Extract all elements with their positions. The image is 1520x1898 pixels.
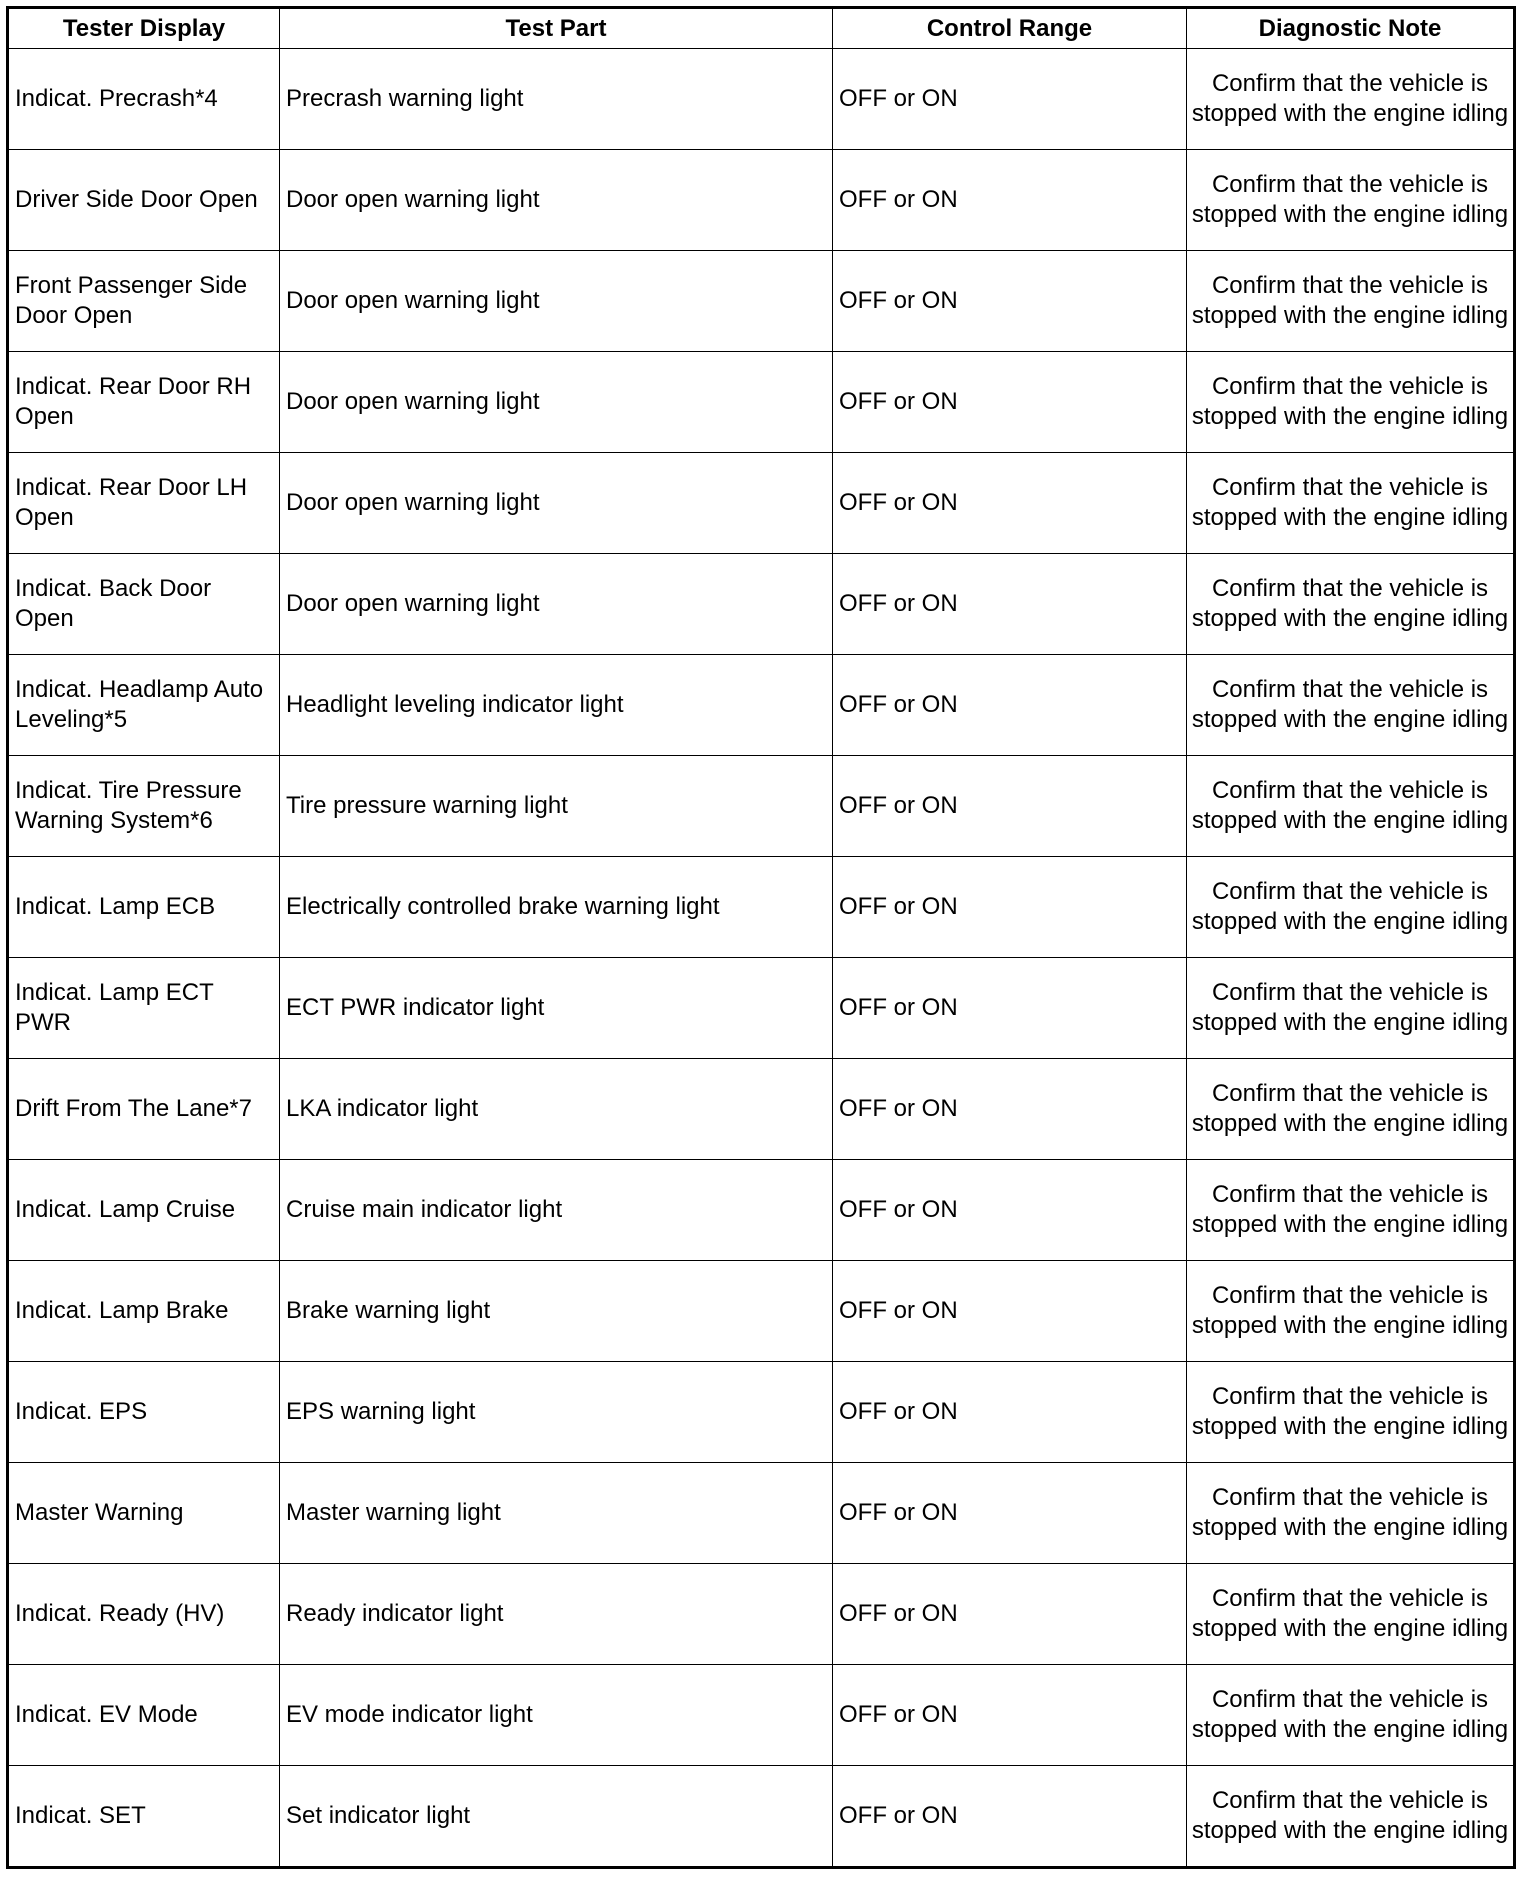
cell-diagnostic-note: Confirm that the vehicle is stopped with the engine idling bbox=[1187, 49, 1515, 150]
cell-diagnostic-note: Confirm that the vehicle is stopped with the engine idling bbox=[1187, 857, 1515, 958]
cell-diagnostic-note: Confirm that the vehicle is stopped with the engine idling bbox=[1187, 1564, 1515, 1665]
cell-control-range: OFF or ON bbox=[833, 150, 1187, 251]
cell-test-part: Headlight leveling indicator light bbox=[280, 655, 833, 756]
cell-test-part: Master warning light bbox=[280, 1463, 833, 1564]
table-row bbox=[8, 1362, 1515, 1463]
cell-control-range: OFF or ON bbox=[833, 958, 1187, 1059]
cell-control-range: OFF or ON bbox=[833, 1766, 1187, 1868]
cell-diagnostic-note: Confirm that the vehicle is stopped with the engine idling bbox=[1187, 554, 1515, 655]
cell-test-part: Door open warning light bbox=[280, 453, 833, 554]
cell-control-range: OFF or ON bbox=[833, 1564, 1187, 1665]
table-row bbox=[8, 554, 1515, 655]
cell-test-part: Door open warning light bbox=[280, 352, 833, 453]
cell-diagnostic-note: Confirm that the vehicle is stopped with the engine idling bbox=[1187, 1261, 1515, 1362]
cell-test-part: Precrash warning light bbox=[280, 49, 833, 150]
table-row bbox=[8, 1463, 1515, 1564]
cell-control-range: OFF or ON bbox=[833, 1463, 1187, 1564]
cell-test-part: Ready indicator light bbox=[280, 1564, 833, 1665]
cell-control-range: OFF or ON bbox=[833, 857, 1187, 958]
cell-control-range: OFF or ON bbox=[833, 756, 1187, 857]
table-row bbox=[8, 1261, 1515, 1362]
table-row bbox=[8, 1665, 1515, 1766]
cell-tester-display: Driver Side Door Open bbox=[8, 150, 280, 251]
cell-diagnostic-note: Confirm that the vehicle is stopped with the engine idling bbox=[1187, 756, 1515, 857]
cell-test-part: Set indicator light bbox=[280, 1766, 833, 1868]
cell-control-range: OFF or ON bbox=[833, 453, 1187, 554]
header-test-part: Test Part bbox=[280, 8, 833, 49]
cell-test-part: Brake warning light bbox=[280, 1261, 833, 1362]
table-row bbox=[8, 958, 1515, 1059]
cell-diagnostic-note: Confirm that the vehicle is stopped with the engine idling bbox=[1187, 251, 1515, 352]
cell-test-part: Tire pressure warning light bbox=[280, 756, 833, 857]
table-row bbox=[8, 1160, 1515, 1261]
cell-control-range: OFF or ON bbox=[833, 251, 1187, 352]
cell-test-part: Door open warning light bbox=[280, 150, 833, 251]
cell-tester-display: Indicat. Rear Door LH Open bbox=[8, 453, 280, 554]
cell-tester-display: Indicat. Tire Pressure Warning System*6 bbox=[8, 756, 280, 857]
table-header-row bbox=[8, 8, 1515, 49]
cell-tester-display: Indicat. Rear Door RH Open bbox=[8, 352, 280, 453]
cell-tester-display: Indicat. EV Mode bbox=[8, 1665, 280, 1766]
table-row bbox=[8, 756, 1515, 857]
cell-test-part: LKA indicator light bbox=[280, 1059, 833, 1160]
cell-tester-display: Front Passenger Side Door Open bbox=[8, 251, 280, 352]
table-row bbox=[8, 352, 1515, 453]
header-diagnostic-note: Diagnostic Note bbox=[1187, 8, 1515, 49]
cell-test-part: Cruise main indicator light bbox=[280, 1160, 833, 1261]
table-row bbox=[8, 1564, 1515, 1665]
cell-diagnostic-note: Confirm that the vehicle is stopped with the engine idling bbox=[1187, 1766, 1515, 1868]
cell-tester-display: Indicat. SET bbox=[8, 1766, 280, 1868]
cell-control-range: OFF or ON bbox=[833, 1362, 1187, 1463]
cell-diagnostic-note: Confirm that the vehicle is stopped with the engine idling bbox=[1187, 1160, 1515, 1261]
cell-test-part: Door open warning light bbox=[280, 554, 833, 655]
cell-tester-display: Indicat. Lamp ECT PWR bbox=[8, 958, 280, 1059]
cell-tester-display: Indicat. Precrash*4 bbox=[8, 49, 280, 150]
diagnostic-table bbox=[6, 6, 1516, 1869]
table-row bbox=[8, 150, 1515, 251]
cell-diagnostic-note: Confirm that the vehicle is stopped with the engine idling bbox=[1187, 150, 1515, 251]
cell-tester-display: Indicat. Ready (HV) bbox=[8, 1564, 280, 1665]
cell-control-range: OFF or ON bbox=[833, 1059, 1187, 1160]
cell-tester-display: Indicat. EPS bbox=[8, 1362, 280, 1463]
cell-test-part: Door open warning light bbox=[280, 251, 833, 352]
cell-diagnostic-note: Confirm that the vehicle is stopped with the engine idling bbox=[1187, 453, 1515, 554]
cell-diagnostic-note: Confirm that the vehicle is stopped with the engine idling bbox=[1187, 655, 1515, 756]
table-row bbox=[8, 251, 1515, 352]
cell-control-range: OFF or ON bbox=[833, 1160, 1187, 1261]
cell-control-range: OFF or ON bbox=[833, 1665, 1187, 1766]
table-row bbox=[8, 1766, 1515, 1868]
table-row bbox=[8, 453, 1515, 554]
cell-tester-display: Indicat. Headlamp Auto Leveling*5 bbox=[8, 655, 280, 756]
cell-control-range: OFF or ON bbox=[833, 352, 1187, 453]
cell-control-range: OFF or ON bbox=[833, 655, 1187, 756]
cell-diagnostic-note: Confirm that the vehicle is stopped with the engine idling bbox=[1187, 1059, 1515, 1160]
table-row bbox=[8, 655, 1515, 756]
cell-tester-display: Indicat. Lamp Brake bbox=[8, 1261, 280, 1362]
table-row bbox=[8, 1059, 1515, 1160]
cell-tester-display: Master Warning bbox=[8, 1463, 280, 1564]
cell-diagnostic-note: Confirm that the vehicle is stopped with the engine idling bbox=[1187, 352, 1515, 453]
cell-test-part: ECT PWR indicator light bbox=[280, 958, 833, 1059]
cell-control-range: OFF or ON bbox=[833, 1261, 1187, 1362]
cell-diagnostic-note: Confirm that the vehicle is stopped with the engine idling bbox=[1187, 1665, 1515, 1766]
cell-diagnostic-note: Confirm that the vehicle is stopped with the engine idling bbox=[1187, 958, 1515, 1059]
cell-test-part: EV mode indicator light bbox=[280, 1665, 833, 1766]
header-tester-display: Tester Display bbox=[8, 8, 280, 49]
cell-diagnostic-note: Confirm that the vehicle is stopped with the engine idling bbox=[1187, 1362, 1515, 1463]
cell-diagnostic-note: Confirm that the vehicle is stopped with the engine idling bbox=[1187, 1463, 1515, 1564]
table-row bbox=[8, 49, 1515, 150]
table-body bbox=[8, 49, 1515, 1868]
cell-control-range: OFF or ON bbox=[833, 554, 1187, 655]
table-row bbox=[8, 857, 1515, 958]
cell-control-range: OFF or ON bbox=[833, 49, 1187, 150]
cell-tester-display: Indicat. Lamp Cruise bbox=[8, 1160, 280, 1261]
cell-test-part: Electrically controlled brake warning light bbox=[280, 857, 833, 958]
cell-test-part: EPS warning light bbox=[280, 1362, 833, 1463]
header-control-range: Control Range bbox=[833, 8, 1187, 49]
cell-tester-display: Indicat. Lamp ECB bbox=[8, 857, 280, 958]
cell-tester-display: Indicat. Back Door Open bbox=[8, 554, 280, 655]
cell-tester-display: Drift From The Lane*7 bbox=[8, 1059, 280, 1160]
document-page bbox=[6, 6, 1513, 1869]
